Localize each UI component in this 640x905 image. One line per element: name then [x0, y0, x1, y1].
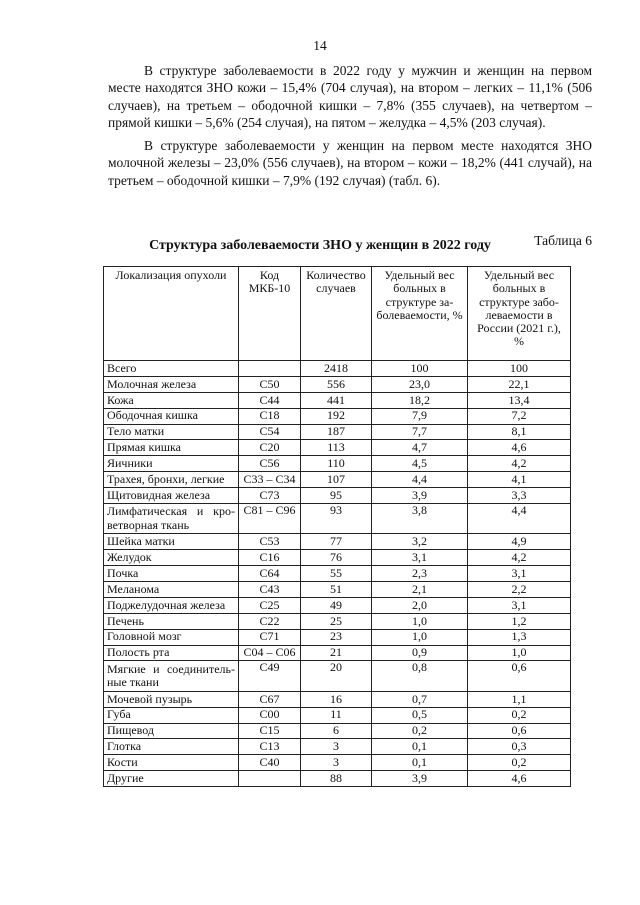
- cell-icd-code: С81 – С96: [239, 504, 301, 534]
- table-row: [104, 581, 571, 597]
- cell-share-russia: 0,6: [468, 723, 571, 739]
- cell-icd-code: С25: [239, 597, 301, 613]
- cell-icd-code: С04 – С06: [239, 645, 301, 661]
- cell-share-russia: 0,3: [468, 739, 571, 755]
- cell-icd-code: С73: [239, 488, 301, 504]
- cell-case-count: 11: [301, 707, 372, 723]
- cell-case-count: 23: [301, 629, 372, 645]
- cell-share-russia: 4,1: [468, 472, 571, 488]
- cell-share-russia: 3,3: [468, 488, 571, 504]
- cell-localization: Трахея, бронхи, легкие: [104, 472, 239, 488]
- table-row: [104, 566, 571, 582]
- cell-localization: Мочевой пузырь: [104, 691, 239, 707]
- cell-share-russia: 4,6: [468, 440, 571, 456]
- cell-case-count: 16: [301, 691, 372, 707]
- cell-share-russia: 8,1: [468, 424, 571, 440]
- cell-localization: Полость рта: [104, 645, 239, 661]
- cell-share: 7,7: [372, 424, 468, 440]
- table-row: [104, 645, 571, 661]
- cell-icd-code: С67: [239, 691, 301, 707]
- cell-case-count: 187: [301, 424, 372, 440]
- cell-share: 2,1: [372, 581, 468, 597]
- cell-share-russia: 2,2: [468, 581, 571, 597]
- table-row: [104, 376, 571, 392]
- header-icd-code: Код МКБ-10: [239, 267, 301, 361]
- cell-icd-code: С00: [239, 707, 301, 723]
- paragraph-overall-structure: В структуре заболеваемости в 2022 году у мужчин и женщин на первом месте находятся ЗНО кожи – 15,4% (704 случая), на втором – легких – 11,1% (506 случаев), на третьем – ободочной кишки – 7,8% (355 случаев), на четвертом – прямой кишки – 5,6% (254 случая), на пятом – желудка – 4,5% (203 случая).: [108, 63, 592, 130]
- cell-share-russia: 22,1: [468, 376, 571, 392]
- table-row: [104, 597, 571, 613]
- cell-icd-code: С18: [239, 408, 301, 424]
- cell-icd-code: С43: [239, 581, 301, 597]
- cell-icd-code: С44: [239, 392, 301, 408]
- table-row: [104, 392, 571, 408]
- cell-icd-code: С71: [239, 629, 301, 645]
- cell-icd-code: С40: [239, 755, 301, 771]
- cell-share: 0,7: [372, 691, 468, 707]
- cell-localization: Губа: [104, 707, 239, 723]
- table-row: [104, 456, 571, 472]
- cell-case-count: 192: [301, 408, 372, 424]
- cell-share-russia: 100: [468, 361, 571, 377]
- table-row: [104, 550, 571, 566]
- cell-case-count: 556: [301, 376, 372, 392]
- table-row: [104, 534, 571, 550]
- cell-case-count: 76: [301, 550, 372, 566]
- cell-share: 23,0: [372, 376, 468, 392]
- cell-share: 3,9: [372, 488, 468, 504]
- cell-share: 0,1: [372, 755, 468, 771]
- cell-case-count: 77: [301, 534, 372, 550]
- cell-share: 1,0: [372, 613, 468, 629]
- table-row: [104, 629, 571, 645]
- cell-case-count: 110: [301, 456, 372, 472]
- cell-share: 0,9: [372, 645, 468, 661]
- cell-icd-code: С50: [239, 376, 301, 392]
- cell-share: 0,8: [372, 661, 468, 691]
- table-row: [104, 488, 571, 504]
- cell-case-count: 21: [301, 645, 372, 661]
- cell-share: 0,2: [372, 723, 468, 739]
- cell-localization: Головной мозг: [104, 629, 239, 645]
- cell-share-russia: 1,3: [468, 629, 571, 645]
- incidence-table: [103, 266, 571, 787]
- cell-case-count: 3: [301, 755, 372, 771]
- cell-share: 2,0: [372, 597, 468, 613]
- cell-case-count: 3: [301, 739, 372, 755]
- table-row: [104, 755, 571, 771]
- cell-localization: Пищевод: [104, 723, 239, 739]
- table-row: [104, 707, 571, 723]
- cell-share: 4,4: [372, 472, 468, 488]
- cell-localization: Глотка: [104, 739, 239, 755]
- cell-case-count: 55: [301, 566, 372, 582]
- cell-localization: Мягкие и соединительные ткани: [104, 661, 239, 691]
- cell-case-count: 107: [301, 472, 372, 488]
- cell-share-russia: 3,1: [468, 566, 571, 582]
- cell-case-count: 25: [301, 613, 372, 629]
- header-case-count: Количество случаев: [301, 267, 372, 361]
- cell-case-count: 93: [301, 504, 372, 534]
- cell-localization: Почка: [104, 566, 239, 582]
- header-share: Удельный вес больных в структуре заболеваемости, %: [372, 267, 468, 361]
- cell-case-count: 113: [301, 440, 372, 456]
- cell-icd-code: С54: [239, 424, 301, 440]
- cell-localization: Лимфатическая и кроветворная ткань: [104, 504, 239, 534]
- table-body: [104, 361, 571, 787]
- cell-share-russia: 4,2: [468, 550, 571, 566]
- table-row: [104, 504, 571, 534]
- table-row: [104, 472, 571, 488]
- cell-icd-code: С33 – С34: [239, 472, 301, 488]
- cell-localization: Другие: [104, 771, 239, 787]
- cell-localization: Поджелудочная железа: [104, 597, 239, 613]
- cell-localization: Яичники: [104, 456, 239, 472]
- table-title: Структура заболеваемости ЗНО у женщин в 2022 году: [149, 238, 491, 253]
- header-localization: Локализация опухоли: [104, 267, 239, 361]
- cell-case-count: 2418: [301, 361, 372, 377]
- table-row: [104, 424, 571, 440]
- cell-case-count: 441: [301, 392, 372, 408]
- cell-share-russia: 4,6: [468, 771, 571, 787]
- header-share-russia: Удельный вес больных в структуре заболеваемости в России (2021 г.), %: [468, 267, 571, 361]
- cell-share: 0,1: [372, 739, 468, 755]
- table-header-row: [104, 267, 571, 361]
- cell-icd-code: [239, 771, 301, 787]
- cell-icd-code: С20: [239, 440, 301, 456]
- cell-case-count: 6: [301, 723, 372, 739]
- cell-localization: Щитовидная железа: [104, 488, 239, 504]
- cell-icd-code: С15: [239, 723, 301, 739]
- cell-share-russia: 0,2: [468, 755, 571, 771]
- cell-icd-code: С64: [239, 566, 301, 582]
- cell-localization: Всего: [104, 361, 239, 377]
- cell-share: 2,3: [372, 566, 468, 582]
- cell-share-russia: 0,6: [468, 661, 571, 691]
- cell-icd-code: С13: [239, 739, 301, 755]
- cell-share-russia: 3,1: [468, 597, 571, 613]
- cell-localization: Меланома: [104, 581, 239, 597]
- cell-share-russia: 1,1: [468, 691, 571, 707]
- cell-share: 18,2: [372, 392, 468, 408]
- paragraph-women-structure: В структуре заболеваемости у женщин на первом месте находятся ЗНО молочной железы – 23,0% (556 случаев), на втором – кожи – 18,2% (441 случай), на третьем – ободочной кишки – 7,9% (192 случая) (табл. 6).: [108, 138, 592, 188]
- table-row: [104, 661, 571, 691]
- cell-case-count: 20: [301, 661, 372, 691]
- cell-share-russia: 13,4: [468, 392, 571, 408]
- table-row: [104, 723, 571, 739]
- cell-share-russia: 4,2: [468, 456, 571, 472]
- cell-localization: Тело матки: [104, 424, 239, 440]
- cell-icd-code: С53: [239, 534, 301, 550]
- cell-localization: Желудок: [104, 550, 239, 566]
- cell-localization: Прямая кишка: [104, 440, 239, 456]
- table-row: [104, 739, 571, 755]
- cell-localization: Молочная железа: [104, 376, 239, 392]
- page-number: 14: [313, 38, 327, 53]
- cell-icd-code: С16: [239, 550, 301, 566]
- cell-icd-code: С56: [239, 456, 301, 472]
- cell-share: 7,9: [372, 408, 468, 424]
- cell-share: 3,8: [372, 504, 468, 534]
- cell-share-russia: 0,2: [468, 707, 571, 723]
- cell-share-russia: 1,2: [468, 613, 571, 629]
- cell-localization: Шейка матки: [104, 534, 239, 550]
- cell-share: 3,9: [372, 771, 468, 787]
- table-row: [104, 771, 571, 787]
- cell-icd-code: С49: [239, 661, 301, 691]
- cell-case-count: 49: [301, 597, 372, 613]
- cell-share: 3,1: [372, 550, 468, 566]
- cell-localization: Ободочная кишка: [104, 408, 239, 424]
- cell-share-russia: 7,2: [468, 408, 571, 424]
- cell-share-russia: 1,0: [468, 645, 571, 661]
- table-label: Таблица 6: [534, 233, 592, 248]
- cell-share-russia: 4,4: [468, 504, 571, 534]
- cell-localization: Печень: [104, 613, 239, 629]
- cell-case-count: 95: [301, 488, 372, 504]
- cell-share: 0,5: [372, 707, 468, 723]
- cell-icd-code: С22: [239, 613, 301, 629]
- cell-case-count: 88: [301, 771, 372, 787]
- cell-share: 1,0: [372, 629, 468, 645]
- table-row: [104, 613, 571, 629]
- cell-icd-code: [239, 361, 301, 377]
- cell-share: 100: [372, 361, 468, 377]
- cell-case-count: 51: [301, 581, 372, 597]
- cell-share-russia: 4,9: [468, 534, 571, 550]
- cell-localization: Кости: [104, 755, 239, 771]
- table-row: [104, 408, 571, 424]
- cell-share: 4,7: [372, 440, 468, 456]
- table-row: [104, 361, 571, 377]
- cell-localization: Кожа: [104, 392, 239, 408]
- cell-share: 3,2: [372, 534, 468, 550]
- cell-share: 4,5: [372, 456, 468, 472]
- table-row: [104, 691, 571, 707]
- table-row: [104, 440, 571, 456]
